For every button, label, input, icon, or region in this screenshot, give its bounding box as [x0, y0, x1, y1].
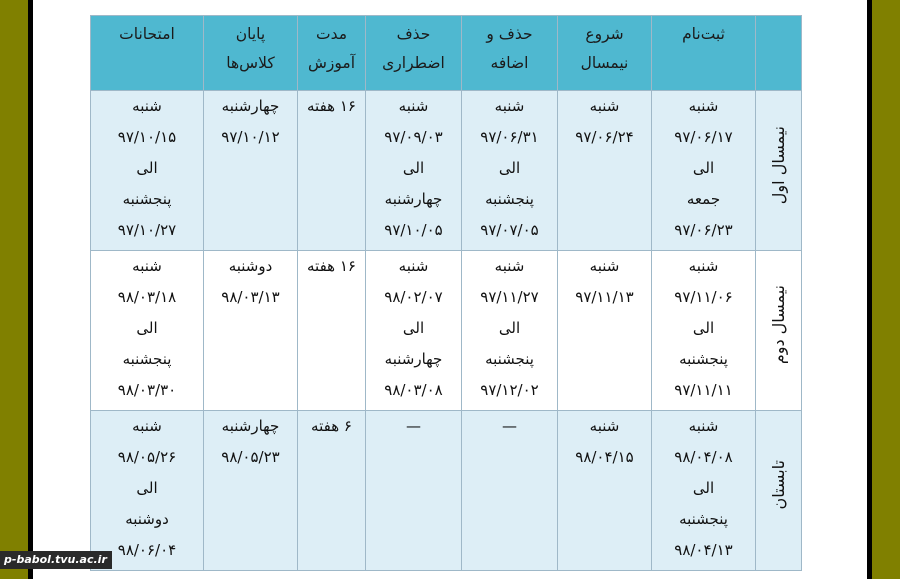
cell-line: ۹۸/۰۳/۱۸: [117, 288, 177, 306]
header-line: پایان: [235, 25, 266, 43]
row-label-cell: [756, 411, 802, 571]
cell-line: شنبه: [132, 417, 162, 435]
cell-line: ۹۷/۱۱/۲۷: [480, 288, 539, 306]
cell-line: ۹۸/۰۵/۲۶: [117, 448, 177, 466]
header-registration: [652, 16, 756, 91]
cell-line: شنبه: [688, 97, 719, 115]
row-label: نیمسال دوم: [768, 285, 788, 365]
cell-line: پنجشنبه: [122, 190, 172, 208]
cell-line: دوشنبه: [228, 257, 273, 275]
header-exams: [91, 16, 204, 91]
cell-line: الی: [692, 319, 715, 337]
cell-line: پنجشنبه: [679, 350, 728, 368]
cell-line: شنبه: [688, 257, 719, 275]
cell-line: شنبه: [589, 257, 620, 275]
header-line: کلاس‌ها: [226, 54, 275, 72]
table-cell: [366, 251, 462, 411]
header-duration: [298, 16, 366, 91]
cell-line: ۹۷/۱۱/۱۱: [674, 381, 733, 399]
dash-mark: —: [502, 417, 517, 435]
cell-line: شنبه: [132, 257, 162, 275]
cell-line: الی: [136, 479, 158, 497]
cell-line: الی: [402, 159, 425, 177]
cell-line: ۹۷/۱۱/۱۳: [575, 288, 634, 306]
header-classes-end: [204, 16, 298, 91]
right-frame: [876, 0, 900, 579]
row-label-cell: [756, 91, 802, 251]
header-line: اضافه: [490, 54, 529, 72]
table-cell: [652, 251, 756, 411]
cell-line: الی: [692, 479, 715, 497]
table-cell: [91, 411, 204, 571]
header-corner: [756, 16, 802, 91]
cell-line: چهارشنبه: [384, 350, 443, 368]
table-cell: [91, 251, 204, 411]
document-page: [33, 0, 867, 579]
cell-line: شنبه: [398, 257, 429, 275]
table-cell: [558, 91, 652, 251]
cell-line: ۹۷/۱۰/۲۷: [117, 221, 177, 239]
cell-line: ۹۸/۰۳/۱۳: [221, 288, 280, 306]
cell-line: ۹۷/۰۶/۳۱: [480, 128, 539, 146]
cell-line: ۹۷/۰۶/۱۷: [674, 128, 733, 146]
cell-line: شنبه: [398, 97, 429, 115]
header-add-drop: [462, 16, 558, 91]
row-label: تابستان: [768, 460, 788, 510]
cell-line: ۹۸/۰۲/۰۷: [384, 288, 443, 306]
cell-line: پنجشنبه: [485, 350, 534, 368]
cell-line: پنجشنبه: [485, 190, 534, 208]
table-cell: [652, 411, 756, 571]
cell-line: شنبه: [494, 257, 525, 275]
header-row: [91, 16, 802, 91]
header-semester-start: [558, 16, 652, 91]
cell-line: الی: [402, 319, 425, 337]
cell-line: شنبه: [589, 417, 620, 435]
right-border-line: [867, 0, 872, 579]
header-emergency-drop: [366, 16, 462, 91]
cell-line: الی: [136, 319, 158, 337]
header-line: امتحانات: [119, 25, 175, 43]
table-cell: [204, 91, 298, 251]
table-cell: [462, 251, 558, 411]
table-row-summer: [91, 411, 802, 571]
cell-line: ۹۷/۰۶/۲۴: [575, 128, 634, 146]
header-line: شروع: [585, 25, 624, 43]
table-cell: [204, 411, 298, 571]
left-frame: [0, 0, 24, 579]
academic-calendar-table: [90, 15, 802, 571]
header-line: حذف: [396, 25, 431, 43]
cell-line: ۹۸/۰۴/۱۵: [575, 448, 634, 466]
cell-line: شنبه: [589, 97, 620, 115]
cell-line: ۹۷/۱۰/۰۵: [384, 221, 443, 239]
header-line: نیمسال: [580, 54, 629, 72]
cell-line: شنبه: [688, 417, 719, 435]
table-cell: [298, 251, 366, 411]
cell-line: الی: [498, 159, 521, 177]
cell-line: چهارشنبه: [384, 190, 443, 208]
table-row-second-semester: [91, 251, 802, 411]
table-cell: [298, 91, 366, 251]
cell-line: ۹۸/۰۴/۱۳: [674, 541, 733, 559]
cell-line: ۹۸/۰۶/۰۴: [117, 541, 177, 559]
table-cell: [366, 91, 462, 251]
cell-line: ۹۷/۱۰/۱۵: [117, 128, 177, 146]
cell-line: ۱۶ هفته: [307, 97, 356, 115]
header-line: حذف و: [486, 25, 533, 43]
cell-line: ۹۷/۱۱/۰۶: [674, 288, 733, 306]
cell-line: شنبه: [132, 97, 162, 115]
cell-line: پنجشنبه: [122, 350, 172, 368]
cell-line: ۹۸/۰۵/۲۳: [221, 448, 280, 466]
row-label-cell: [756, 251, 802, 411]
table-cell: [558, 411, 652, 571]
cell-line: ۹۸/۰۳/۳۰: [117, 381, 177, 399]
table-cell: [462, 91, 558, 251]
cell-line: ۹۷/۰۷/۰۵: [480, 221, 539, 239]
cell-line: ۱۶ هفته: [307, 257, 356, 275]
cell-line: الی: [136, 159, 158, 177]
cell-line: ۹۸/۰۴/۰۸: [674, 448, 733, 466]
cell-line: جمعه: [686, 190, 721, 208]
cell-line: شنبه: [494, 97, 525, 115]
header-line: مدت: [315, 25, 348, 43]
cell-line: ۹۷/۰۶/۲۳: [674, 221, 733, 239]
table-cell: [558, 251, 652, 411]
table-cell: [204, 251, 298, 411]
cell-line: چهارشنبه: [221, 417, 280, 435]
cell-line: پنجشنبه: [679, 510, 728, 528]
cell-line: الی: [498, 319, 521, 337]
cell-line: ۹۷/۱۰/۱۲: [221, 128, 280, 146]
header-line: اضطراری: [382, 54, 445, 72]
cell-line: ۶ هفته: [311, 417, 352, 435]
cell-line: ۹۷/۱۲/۰۲: [480, 381, 539, 399]
table-row-first-semester: [91, 91, 802, 251]
table-cell: [652, 91, 756, 251]
dash-mark: —: [406, 417, 421, 435]
cell-line: چهارشنبه: [221, 97, 280, 115]
table-cell: [91, 91, 204, 251]
cell-line: ۹۷/۰۹/۰۳: [384, 128, 443, 146]
header-line: ثبت‌نام: [682, 25, 725, 43]
header-line: آموزش: [307, 54, 356, 72]
cell-line: ۹۸/۰۳/۰۸: [384, 381, 443, 399]
table-cell: [366, 411, 462, 571]
row-label: نیمسال اول: [768, 125, 788, 205]
site-watermark: p-babol.tvu.ac.ir: [0, 551, 112, 569]
table-cell: [298, 411, 366, 571]
cell-line: الی: [692, 159, 715, 177]
cell-line: دوشنبه: [125, 510, 169, 528]
table-cell: [462, 411, 558, 571]
